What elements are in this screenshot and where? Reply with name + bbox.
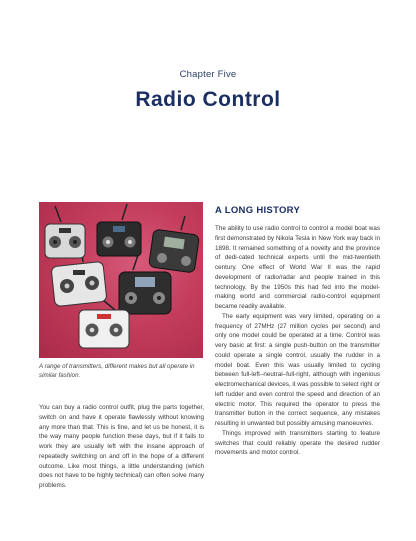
transmitters-photo [39, 202, 203, 358]
section-heading: A LONG HISTORY [215, 205, 301, 216]
transmitter-1 [45, 224, 85, 258]
transmitter-6 [79, 310, 129, 348]
transmitter-4 [51, 261, 107, 306]
left-column-text [39, 403, 204, 491]
left-paragraph: You can buy a radio control outfit, plug the parts together, switch on and have it operate flawlessly without knowing any more than that. This is fine, and let us be honest, it is the way many people function these days, but if it fails to work they are usually left with the insane approach of repeatedly switching on and off in the hope of a different outcome. Like most things, a little understanding (which does not have to be highly technical) can often solve many problems. [39, 404, 204, 489]
transmitter-2 [97, 222, 141, 256]
figure-caption: A range of transmitters, different makes but all operate in similar fashion. [39, 363, 195, 379]
transmitters-illustration [39, 202, 203, 358]
history-paragraph-3: Things improved with transmitters starting to feature switches that could reliably operate the desired rudder movements and motor control. [215, 429, 380, 457]
history-paragraph-1: The ability to use radio control to control a model boat was first demonstrated by Nikola Tesla in New York way back in 1898. It remained something of a novelty and the province of dedi-cated technical experts until the mid-twentieth century. One effect of World War II was the rapid development of radio/radar and people trained in this technology. By the 1950s this had fed into the model-making world and commercial radio-control equipment became readily available. [215, 225, 380, 310]
transmitter-5 [119, 272, 171, 314]
chapter-title: Radio Control [135, 88, 281, 111]
transmitter-3 [149, 229, 200, 273]
right-column-text [215, 224, 380, 458]
chapter-label: Chapter Five [179, 69, 237, 80]
history-paragraph-2: The early equipment was very limited, operating on a frequency of 27MHz (27 million cycles per second) and only one model could be operated at a time. Control was very basic at first: a single push-button on the transmitter could operate a single control, usually the rudder in a model boat. Even this was usually limited to cycling between full-left–neutral–full-right, although with ingenious electromechanical devices, it was possible to select right or left rudder and even control the speed and direction of an electric motor. This required the operator to press the transmitter button in the correct sequence, any mistakes resulting in unwanted but possibly amusing manoeuvres. [215, 312, 380, 427]
